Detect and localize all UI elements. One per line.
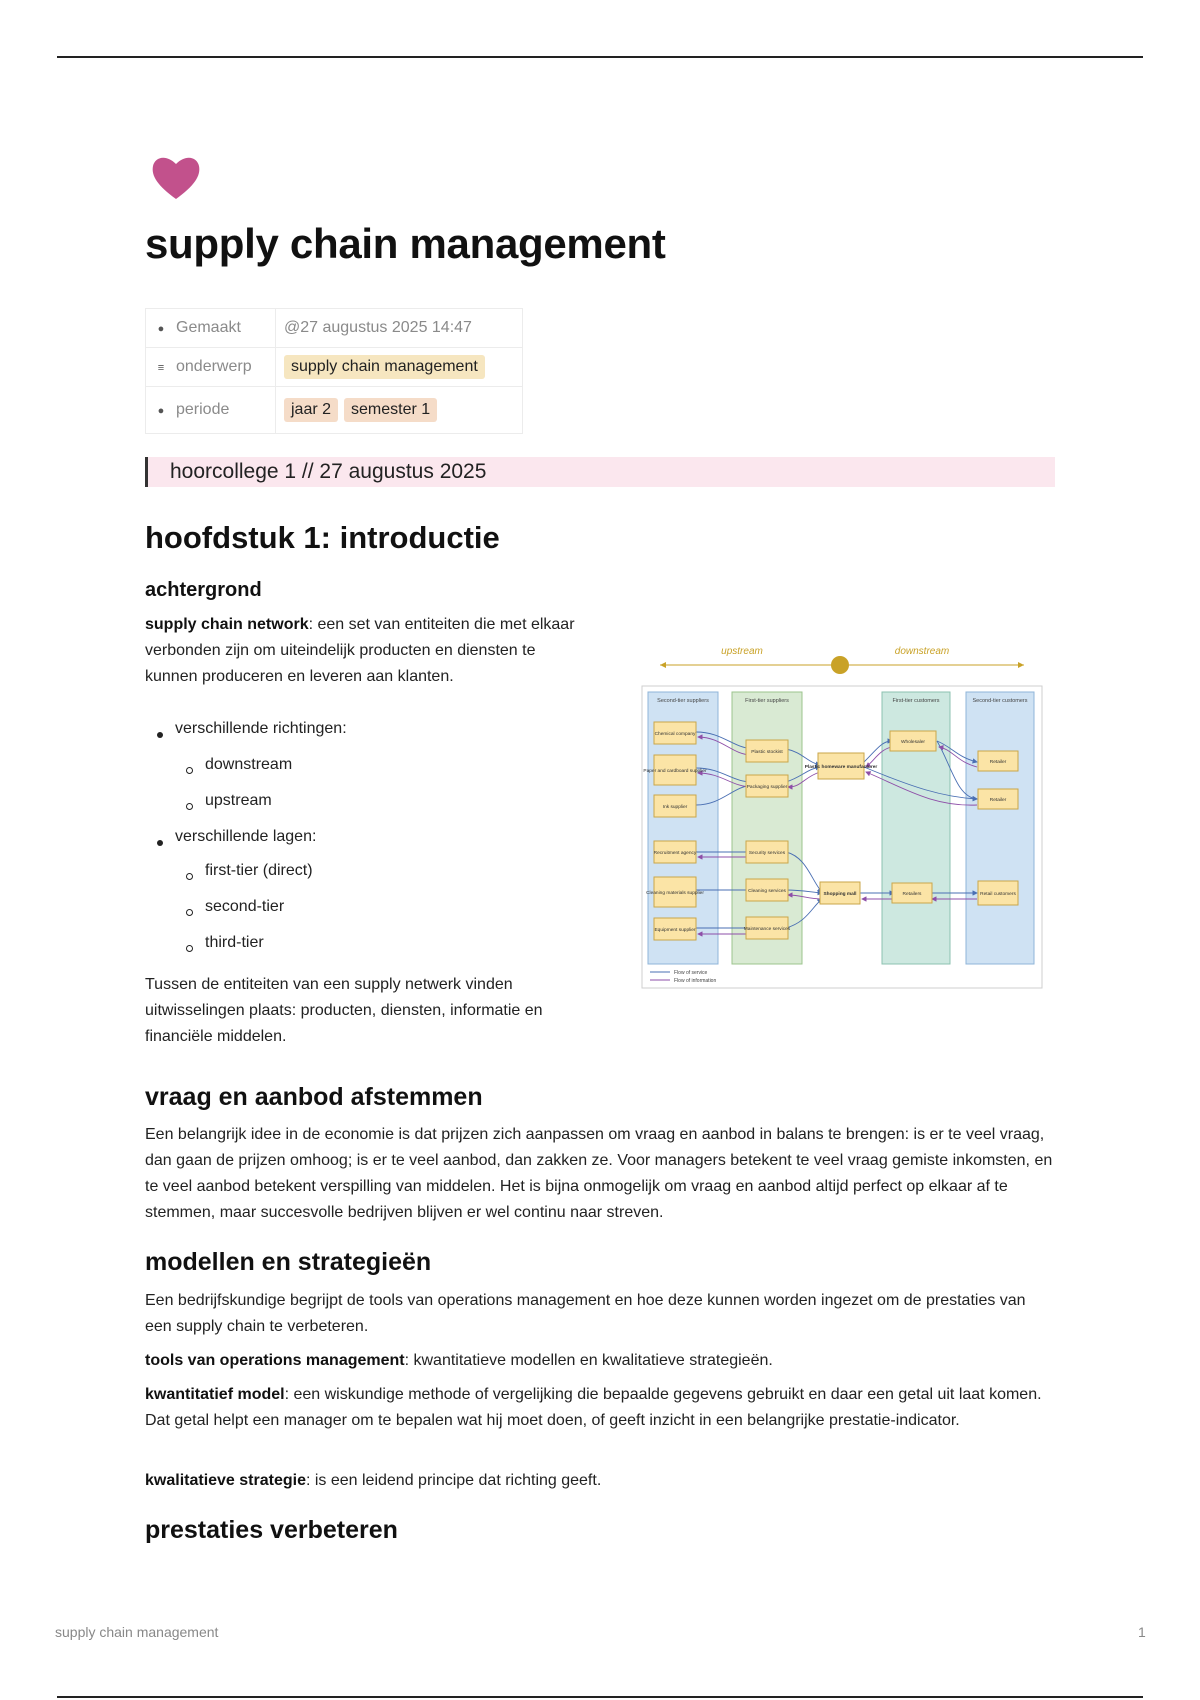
node-label: Wholesaler [901,740,925,745]
subject-tag[interactable]: supply chain management [284,355,485,379]
node-label: Ink supplier [662,805,688,810]
footer-title: supply chain management [55,1624,219,1640]
focal-point-icon [831,656,849,674]
tools-term: tools van operations management [145,1352,405,1369]
exchange-paragraph: Tussen de entiteiten van een supply netwerk vinden uitwisselingen plaats: producten, diensten, informatie en financiële middelen. [145,976,543,1045]
kwalitatief-paragraph [145,1468,1055,1494]
list-item-text: upstream [205,792,272,809]
tools-text: : kwantitatieve modellen en kwalitatieve strategieën. [404,1352,773,1369]
bullet-ring [186,803,193,810]
column-label: Second-tier suppliers [657,698,709,704]
property-row-period [146,387,523,434]
bullet-ring [186,909,193,916]
kwantitatief-paragraph [145,1382,1055,1434]
node-label: Paper and cardboard supplier [643,769,707,774]
list-item-text: verschillende lagen: [175,828,317,845]
arrow-right-icon [1018,662,1024,668]
period-tag-semester[interactable]: semester 1 [344,398,437,422]
label-upstream: upstream [721,646,763,657]
node-label: Cleaning materials supplier [646,891,704,896]
vraag-paragraph: Een belangrijk idee in de economie is dat prijzen zich aanpassen om vraag en aanbod in balans te brengen: is er te veel vraag, dan gaan de prijzen omhoog; is er te veel aanbod, dan zakken ze. Voor managers betekent te veel vraag gemiste inkomsten, en te veel aanbod betekent verspilling van middelen. Het is bijna onmogelijk om vraag en aanbod altijd perfect op elkaar af te stemmen, maar succesvolle bedrijven blijven er wel continu naar streven. [145,1126,1053,1221]
section-heading-vraag: vraag en aanbod afstemmen [145,1083,483,1111]
column-second-tier-customers [966,692,1034,964]
node-label: Recruitment agency [653,851,697,856]
kwantitatief-text: : een wiskundige methode of vergelijking die bepaalde gegevens gebruikt en daar een getal uit laat komen. Dat getal helpt een manager om te bepalen wat hij moet doen, of geeft inzicht in een belangrijke prestatie-indicator. [145,1386,1042,1429]
property-value[interactable]: @27 augustus 2025 14:47 [276,309,523,348]
section-heading-prestaties: prestaties verbeteren [145,1516,398,1544]
supply-network-diagram [632,637,1052,995]
definition-term: supply chain network [145,616,309,633]
label-downstream: downstream [894,646,950,657]
page-title: supply chain management [145,220,666,267]
properties-table [145,308,523,434]
definition-text: : een set van entiteiten die met elkaar verbonden zijn om uiteindelijk producten en diensten te kunnen produceren en leveren aan klanten. [145,616,575,685]
property-label: Gemaakt [176,319,241,336]
legend-label: Flow of service [674,970,708,976]
node-label: Retail customers [980,892,1016,897]
bullet-dot [157,732,163,738]
bullet-ring [186,767,193,774]
arrow-left-icon [660,662,666,668]
bullet-dot [157,840,163,846]
property-row-subject [146,348,523,387]
property-row-created [146,309,523,348]
chapter-heading: hoofdstuk 1: introductie [145,520,500,555]
list-icon: ≡ [157,362,165,374]
list-item-text: first-tier (direct) [205,862,313,879]
section-heading-modellen: modellen en strategieën [145,1248,432,1276]
column-label: First-tier customers [892,698,940,704]
node-label: Packaging supplier [746,785,788,790]
kwalitatief-text: : is een leidend principe dat richting geeft. [305,1472,602,1489]
property-label: periode [176,401,230,418]
node-label: Equipment supplier [654,928,696,933]
bottom-rule [57,1696,1143,1698]
list-item-text: verschillende richtingen: [175,720,347,737]
modellen-intro: Een bedrijfskundige begrijpt de tools van operations management en hoe deze kunnen worden ingezet om de prestaties van een supply chain te verbeteren. [145,1292,1026,1335]
node-label: Retailer [989,798,1007,803]
clock-icon: ● [157,323,165,335]
heart-icon [150,152,202,204]
focal-node-label: Shopping mall [823,892,857,897]
kwantitatief-term: kwantitatief model [145,1386,285,1403]
top-rule [57,56,1143,58]
node-label: Maintenance services [743,927,791,932]
column-label: Second-tier customers [972,698,1028,704]
clock-icon: ● [157,405,165,417]
column-label: First-tier suppliers [745,698,789,704]
footer-page-number: 1 [1138,1624,1146,1640]
node-label: Chemical company [654,732,696,737]
period-tag-year[interactable]: jaar 2 [284,398,338,422]
list-item-text: second-tier [205,898,285,915]
definition-paragraph [145,612,575,690]
node-label: Retailer [989,760,1007,765]
node-label: Security services [748,851,786,856]
list-item-text: downstream [205,756,293,773]
list-item-text: third-tier [205,934,264,951]
section-heading-background: achtergrond [145,579,262,601]
node-label: Retailers [902,892,922,897]
tools-paragraph [145,1348,1055,1374]
kwalitatief-term: kwalitatieve strategie [145,1472,306,1489]
legend-label: Flow of information [674,978,717,984]
node-label: Cleaning services [748,889,786,894]
node-label: Plastic stockist [751,750,783,755]
property-label: onderwerp [176,358,252,375]
lecture-callout: hoorcollege 1 // 27 augustus 2025 [145,457,1055,487]
bullet-ring [186,945,193,952]
focal-node-label: Plastic homeware manufacturer [804,765,878,770]
bullet-ring [186,873,193,880]
